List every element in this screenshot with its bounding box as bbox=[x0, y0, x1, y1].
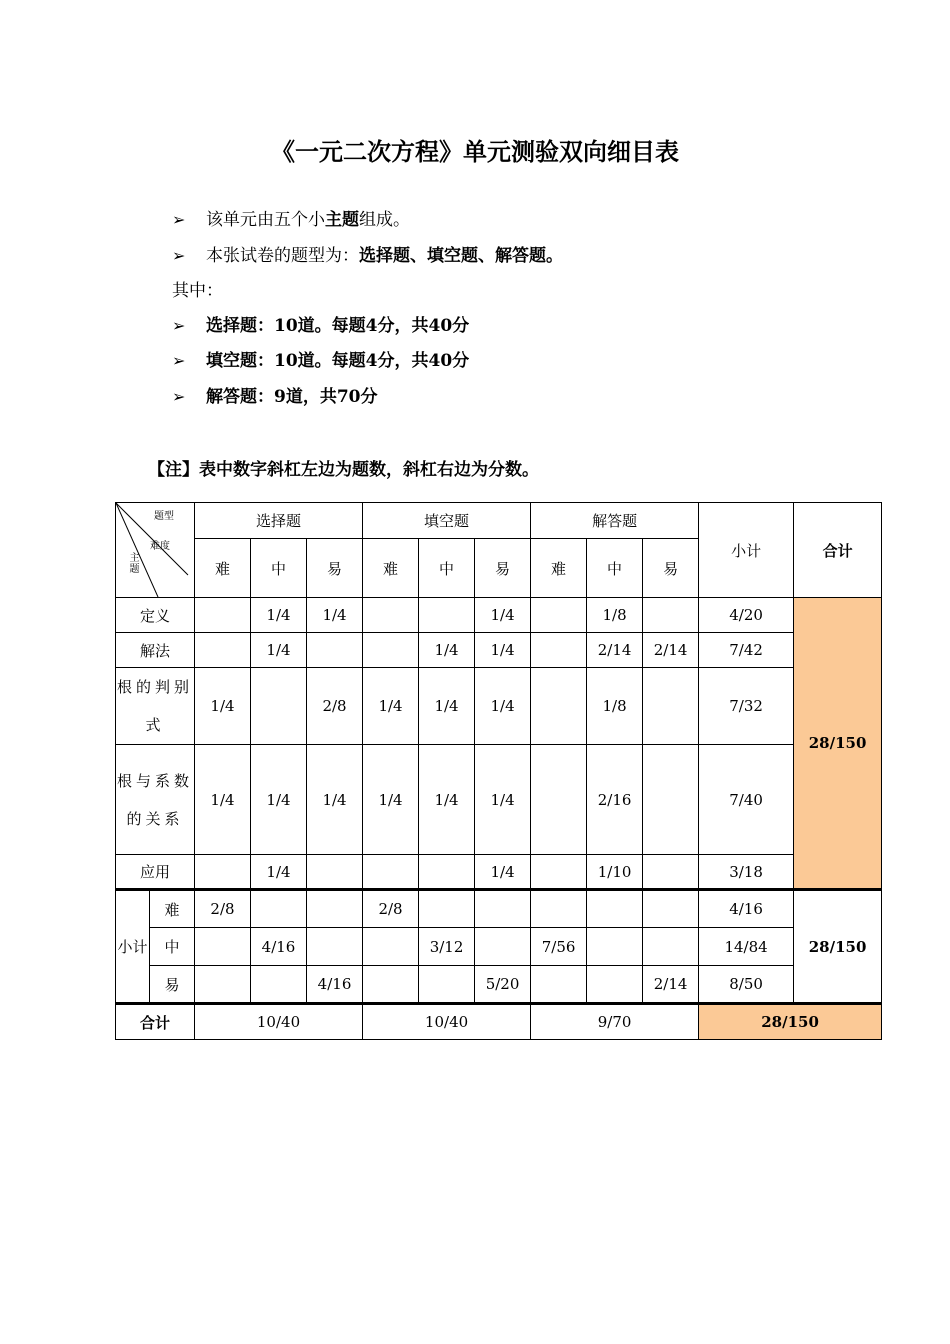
table-cell: 7/56 bbox=[531, 928, 587, 966]
row-label: 根的判别式 bbox=[116, 668, 195, 745]
table-cell: 3/12 bbox=[419, 928, 475, 966]
intro-line-1 bbox=[172, 208, 410, 232]
table-cell: 4/16 bbox=[307, 966, 363, 1004]
table-cell bbox=[363, 855, 419, 890]
table-cell bbox=[251, 966, 307, 1004]
table-cell bbox=[531, 598, 587, 633]
table-cell bbox=[531, 966, 587, 1004]
level-header: 中 bbox=[251, 539, 307, 598]
table-cell: 1/4 bbox=[195, 745, 251, 855]
table-cell: 2/8 bbox=[307, 668, 363, 745]
table-note: 【注】表中数字斜杠左边为题数，斜杠右边为分数。 bbox=[148, 460, 539, 480]
table-cell bbox=[531, 668, 587, 745]
table-cell bbox=[195, 598, 251, 633]
table-cell: 1/4 bbox=[195, 668, 251, 745]
table-cell bbox=[363, 928, 419, 966]
table-cell: 2/8 bbox=[363, 890, 419, 928]
table-cell: 1/4 bbox=[475, 598, 531, 633]
table-cell bbox=[587, 966, 643, 1004]
group-header-choice: 选择题 bbox=[195, 503, 363, 539]
group-header-fill: 填空题 bbox=[363, 503, 531, 539]
corner-diagonal-cell bbox=[116, 503, 195, 598]
table-row bbox=[116, 890, 882, 928]
table-cell bbox=[419, 966, 475, 1004]
group-header-answer: 解答题 bbox=[531, 503, 699, 539]
table-row bbox=[116, 745, 882, 855]
level-header: 中 bbox=[419, 539, 475, 598]
table-cell bbox=[643, 598, 699, 633]
table-cell: 1/4 bbox=[363, 745, 419, 855]
row-subtotal: 14/84 bbox=[699, 928, 794, 966]
table-row bbox=[116, 598, 882, 633]
arrow-bullet-icon: ➢ bbox=[172, 246, 186, 265]
arrow-bullet-icon: ➢ bbox=[172, 316, 186, 335]
table-cell: 1/4 bbox=[475, 633, 531, 668]
table-cell bbox=[531, 633, 587, 668]
arrow-bullet-icon: ➢ bbox=[172, 351, 186, 370]
intro-text: 填空题：10道。每题4分，共40分 bbox=[206, 351, 470, 371]
table-cell: 1/10 bbox=[587, 855, 643, 890]
table-cell bbox=[475, 890, 531, 928]
table-cell: 1/4 bbox=[419, 668, 475, 745]
table-cell: 2/16 bbox=[587, 745, 643, 855]
table-cell: 2/14 bbox=[587, 633, 643, 668]
level-header: 难 bbox=[363, 539, 419, 598]
table-cell: 1/4 bbox=[475, 668, 531, 745]
table-cell bbox=[307, 890, 363, 928]
table-cell bbox=[363, 633, 419, 668]
table-row bbox=[116, 928, 882, 966]
table-cell bbox=[419, 855, 475, 890]
row-label: 根与系数的关系 bbox=[116, 745, 195, 855]
table-cell bbox=[195, 966, 251, 1004]
intro-text: 本张试卷的题型为： bbox=[206, 246, 359, 266]
level-label: 易 bbox=[150, 966, 195, 1004]
table-cell bbox=[307, 633, 363, 668]
level-label: 中 bbox=[150, 928, 195, 966]
intro-line-5 bbox=[172, 349, 469, 373]
row-label: 解法 bbox=[116, 633, 195, 668]
table-cell bbox=[643, 890, 699, 928]
level-header: 易 bbox=[307, 539, 363, 598]
table-cell: 1/4 bbox=[419, 745, 475, 855]
grand-answer: 9/70 bbox=[531, 1004, 699, 1040]
page-title: 《一元二次方程》单元测验双向细目表 bbox=[271, 138, 679, 166]
intro-line-4 bbox=[172, 314, 469, 338]
corner-difficulty-label: 难度 bbox=[150, 541, 170, 552]
table-cell: 1/4 bbox=[363, 668, 419, 745]
table-cell bbox=[307, 928, 363, 966]
row-subtotal: 4/16 bbox=[699, 890, 794, 928]
intro-text: 该单元由五个小 bbox=[206, 210, 325, 230]
table-row bbox=[116, 668, 882, 745]
table-cell: 1/4 bbox=[251, 745, 307, 855]
row-subtotal: 7/40 bbox=[699, 745, 794, 855]
table-cell: 1/8 bbox=[587, 668, 643, 745]
intro-bold: 选择题、填空题、解答题。 bbox=[359, 246, 563, 266]
table-cell: 2/14 bbox=[643, 633, 699, 668]
table-cell: 2/8 bbox=[195, 890, 251, 928]
table-cell bbox=[251, 890, 307, 928]
table-cell bbox=[531, 745, 587, 855]
table-row bbox=[116, 633, 882, 668]
table-cell: 1/4 bbox=[251, 633, 307, 668]
table-cell: 1/4 bbox=[307, 745, 363, 855]
table-row bbox=[116, 855, 882, 890]
subtotal-header: 小计 bbox=[699, 503, 794, 598]
row-subtotal: 7/42 bbox=[699, 633, 794, 668]
table-cell bbox=[587, 890, 643, 928]
intro-text: 解答题：9道，共70分 bbox=[206, 387, 378, 407]
table-cell bbox=[195, 633, 251, 668]
spec-table bbox=[115, 502, 882, 1040]
row-label: 定义 bbox=[116, 598, 195, 633]
arrow-bullet-icon: ➢ bbox=[172, 387, 186, 406]
table-cell bbox=[363, 598, 419, 633]
table-cell bbox=[195, 928, 251, 966]
grand-total-label: 合计 bbox=[116, 1004, 195, 1040]
table-cell: 1/4 bbox=[475, 855, 531, 890]
level-total: 28/150 bbox=[794, 890, 882, 1004]
intro-text: 选择题：10道。每题4分，共40分 bbox=[206, 316, 470, 336]
topic-total: 28/150 bbox=[794, 598, 882, 890]
table-cell bbox=[307, 855, 363, 890]
intro-line-3: 其中： bbox=[172, 281, 223, 301]
table-cell bbox=[475, 928, 531, 966]
subtotal-row-label: 小计 bbox=[116, 890, 150, 1004]
table-cell bbox=[643, 668, 699, 745]
table-cell bbox=[643, 855, 699, 890]
table-cell bbox=[419, 890, 475, 928]
table-cell: 1/4 bbox=[251, 598, 307, 633]
table-cell: 5/20 bbox=[475, 966, 531, 1004]
table-cell bbox=[419, 598, 475, 633]
arrow-bullet-icon: ➢ bbox=[172, 210, 186, 229]
intro-text: 组成。 bbox=[359, 210, 410, 230]
table-cell: 1/4 bbox=[307, 598, 363, 633]
level-header: 难 bbox=[195, 539, 251, 598]
row-subtotal: 4/20 bbox=[699, 598, 794, 633]
table-cell: 1/4 bbox=[419, 633, 475, 668]
corner-topic-label: 主题 bbox=[129, 553, 140, 575]
table-cell: 2/14 bbox=[643, 966, 699, 1004]
row-subtotal: 8/50 bbox=[699, 966, 794, 1004]
table-cell: 4/16 bbox=[251, 928, 307, 966]
table-cell bbox=[363, 966, 419, 1004]
table-cell bbox=[531, 890, 587, 928]
level-header: 易 bbox=[475, 539, 531, 598]
grand-fill: 10/40 bbox=[363, 1004, 531, 1040]
table-cell: 1/8 bbox=[587, 598, 643, 633]
grand-total-row bbox=[116, 1004, 882, 1040]
table-cell: 1/4 bbox=[475, 745, 531, 855]
table-cell bbox=[587, 928, 643, 966]
grand-total: 28/150 bbox=[699, 1004, 882, 1040]
table-cell bbox=[643, 745, 699, 855]
level-header: 易 bbox=[643, 539, 699, 598]
level-label: 难 bbox=[150, 890, 195, 928]
header-row bbox=[116, 503, 882, 539]
corner-type-label: 题型 bbox=[154, 511, 174, 522]
table-row bbox=[116, 966, 882, 1004]
table-cell bbox=[531, 855, 587, 890]
table-cell bbox=[251, 668, 307, 745]
intro-line-2 bbox=[172, 244, 563, 268]
level-header: 难 bbox=[531, 539, 587, 598]
level-header: 中 bbox=[587, 539, 643, 598]
intro-bold: 主题 bbox=[325, 210, 359, 230]
table-cell: 1/4 bbox=[251, 855, 307, 890]
total-header: 合计 bbox=[794, 503, 882, 598]
table-cell bbox=[643, 928, 699, 966]
row-subtotal: 7/32 bbox=[699, 668, 794, 745]
intro-line-6 bbox=[172, 385, 378, 409]
row-subtotal: 3/18 bbox=[699, 855, 794, 890]
grand-choice: 10/40 bbox=[195, 1004, 363, 1040]
row-label: 应用 bbox=[116, 855, 195, 890]
table-cell bbox=[195, 855, 251, 890]
